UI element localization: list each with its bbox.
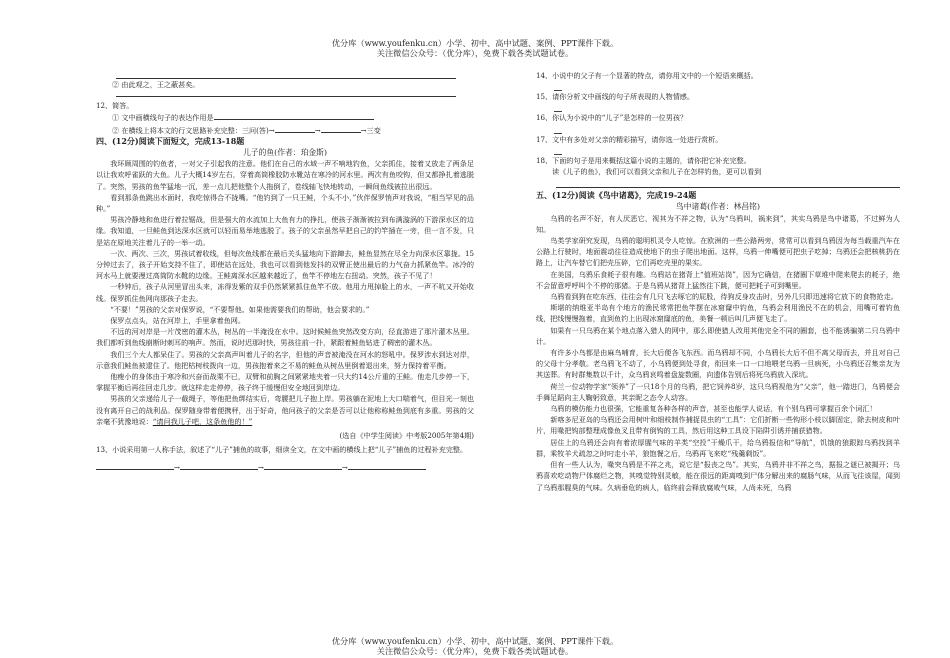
q14-answer-line[interactable] (554, 81, 562, 91)
q13-blank-2[interactable] (180, 461, 258, 470)
paragraph: 一次、两次、三次，男孩试着收线，但每次鱼线都在最后关头猛地向下游蹿去，鲑鱼显然在尽全力向深水区靠拢。15分钟过去了，孩子开始支持不住了，即使站在远处，我也可以看到他发抖的双臂正使出最后的力气奋力抓紧鱼竿。冰冷的河水马上就要漫过高筒防水靴的边缘。王鲑离深水区越来越近了，鱼竿不停地左右扭动。突然，孩子不见了！ (96, 248, 474, 281)
paragraph: 有许多小鸟都是由麻鸟哺育，长大后便各飞东西。而乌鸦却不同，小乌鸦长大后不但不离父母而去，并且对自己的父母十分孝敬。老乌鸦飞不动了，小乌鸦便到处寻食，衔回来一口一口地喂老乌鸦一旦病死，小乌鸦还召集亲友为其送葬。有时群集数以千计，众乌鸦哀鸣着盘旋数圈，向遗体告别后将死乌鸦放入深坑。 (536, 348, 900, 380)
article-title: 鸟中诸葛(作者：林昌铭) (675, 202, 761, 212)
paragraph: 我们三个大人都呆住了。男孩的父亲高声叫着儿子的名字，但他的声音被淹没在河水的怒吼中。保罗涉水到达对岸，示意我们鲑鱼被逮住了。他把枯树枝拨向一边，男孩抱着来之不易的鲑鱼从树丛里倒着退出来，努力保持着平衡。 (96, 349, 474, 370)
left-column: ② 由此观之，王之蔽甚矣。 12、简答。 ① 文中画横线句子的表达作用是 ② 在横线上将本文的行文思路补充完整：三问(答)→ → →三变 四、(12分)阅读下面短文，完成13-18题 儿子的鱼(作者：珀金斯) 我环顾周围的钓鱼者，一对父子引起我的注意。他们在自己的水域一声不响地钓鱼，父亲抓住，接着又放走了两条足以让我欢呼雀跃的大鱼。儿子大概14岁左右，穿着高筒橡胶防水靴站在寒冷的河水里。两次有鱼咬钩，但又都挣扎着逃脱了。突然，男孩的鱼竿猛地一沉，差一点儿把他整个人拖倒了，卷线轴飞快地转动，一瞬间鱼线被拉出很远。 看到那条鱼跳出水面时，我吃惊得合不拢嘴。“他钓到了一只王鲑，个头不小，”伙伴保罗悄声对我说，“相当罕见的品种。” 男孩冷静地和鱼进行着拉锯战，但是强大的水流加上大鱼有力的挣扎，使孩子渐渐被拉到布满漩涡的下游深水区的边缘。我知道，一旦鲑鱼到达深水区就可以轻而易举地逃脱了。孩子的父亲虽然早把自己的钓竿插在一旁，但一言不发，只是站在原地关注着儿子的一举一动。 一次、两次、三次，男孩试着收线，但每次鱼线都在最后关头猛地向下游蹿去，鲑鱼显然在尽全力向深水区靠拢。15分钟过去了，孩子开始支持不住了，即使站在远处，我也可以看到他发抖的双臂正使出最后的力气奋力抓紧鱼竿。冰冷的河水马上就要漫过高筒防水靴的边缘。王鲑离深水区越来越近了，鱼竿不停地左右扭动。突然，孩子不见了！ 一秒钟后，孩子从河里冒出头来，冻得发紫的双手仍然紧紧抓住鱼竿不放。他用力甩掉脸上的水，一声不吭又开始收线。保罗抓住鱼网向那孩子走去。 “不要！”男孩的父亲对保罗说，“不要帮他。如果他需要我们的帮助，他会要求的。” 保罗点点头，站在河岸上，手里拿着鱼网。 不远的河对岸是一片茂密的灌木丛，树丛的一半淹没在水中。这时候鲑鱼突然改变方向，径直游进了那片灌木丛里。我们都听到鱼线崩断时刺耳的响声。然而，说时迟那时快，男孩往前一扑，紧跟着鲑鱼钻进了稠密的灌木丛。 我们三个大人都呆住了。男孩的父亲高声叫着儿子的名字，但他的声音被淹没在河水的怒吼中。保罗涉水到达对岸，示意我们鲑鱼被逮住了。他把枯树枝拨向一边，男孩抱着来之不易的鲑鱼从树丛里倒着退出来，努力保持着平衡。 他瘦小的身体由于寒冷和兴奋而战栗不已，双臂和前胸之间紧紧地夹着一只大约14公斤重的王鲑。他走几步停一下，掌握平衡后再往回走几步。就这样走走停停，孩子终于缓慢但安全地回到岸边。 男孩的父亲递给儿子一截绳子，等他把鱼绑结实后，弯腰把儿子抱上岸。男孩躺在泥地上大口喘着气，但目光一刻也没有离开自己的战利品。保罗随身带着便携秤，出于好奇，他问孩子的父亲是否可以让他称称鲑鱼到底有多重。男孩的父亲毫不犹豫地说：“请问我儿子吧，这条鱼他的！” (选自《中学生阅读》中考版2005年第4期) 13、小说采用第一人称手法，叙述了“儿子”捕鱼的故事，细读全文，在文中画的横线上把“儿子”捕鱼的过程补充完整。 → → → (96, 70, 474, 473)
paragraph: 乌鸦看到狗在吃东西，往往会有几只飞去啄它的屁股，待狗反身攻击时，另外几只即迅速将它放下的食物抢走。 (550, 292, 898, 302)
paragraph: 不远的河对岸是一片茂密的灌木丛，树丛的一半淹没在水中。这时候鲑鱼突然改变方向，径直游进了那片灌木丛里。我们都听到鱼线崩断时刺耳的响声。然而，说时迟那时快，男孩往前一扑，紧跟着鲑鱼钻进了稠密的灌木丛。 (96, 327, 474, 348)
q12-part1: ① 文中画横线句子的表达作用是 (112, 113, 214, 123)
paragraph: 我环顾周围的钓鱼者，一对父子引起我的注意。他们在自己的水域一声不响地钓鱼，父亲抓住，接着又放走了两条足以让我欢呼雀跃的大鱼。儿子大概14岁左右，穿着高筒橡胶防水靴站在寒冷的河水里。两次有鱼咬钩，但又都挣扎着逃脱了。突然，男孩的鱼竿猛地一沉，差一点儿把他整个人拖倒了，卷线轴飞快地转动，一瞬间鱼线被拉出很远。 (96, 159, 474, 191)
footer-line-1: 优分库（www.youfenku.cn）小学、初中、高中试题、案例、PPT课件下载。 (331, 636, 619, 646)
q15-answer-line[interactable] (554, 102, 562, 112)
q16-text: 16、你认为小说中的“儿子”是怎样的一位男孩？ (536, 113, 688, 123)
q13-blank-4[interactable] (348, 461, 426, 470)
q18-text: 18、下面的句子是用来概括这篇小说的主题的，请你把它补充完整。 (536, 155, 751, 165)
item-circle-2: ② 由此观之，王之蔽甚矣。 (112, 80, 200, 89)
paragraph: 看到那条鱼跳出水面时，我吃惊得合不拢嘴。“他钓到了一只王鲑，个头不小，”伙伴保罗悄声对我说，“相当罕见的品种。” (96, 192, 474, 214)
q12-part1-blank[interactable] (214, 111, 374, 120)
source-citation: (选自《中学生阅读》中考版2005年第4期) (339, 431, 474, 441)
paragraph: 乌鸦的名声不好，有人厌恶它，视其为不祥之物，认为“乌鸦叫，祸来到”，其实乌鸦是鸟中诸葛，不过鲜为人知。 (536, 213, 900, 234)
q18-line: 读《儿子的鱼》，我们可以看到父亲和儿子在怎样钓鱼，更可以看到 (552, 167, 762, 177)
paragraph: 保罗点点头，站在河岸上，手里拿着鱼网。 (110, 316, 245, 326)
paragraph: 男孩的父亲递给儿子一截绳子，等他把鱼绑结实后，弯腰把儿子抱上岸。男孩躺在泥地上大口喘着气，但目光一刻也没有离开自己的战利品。保罗随身带着便携秤，出于好奇，他问孩子的父亲是否可以让他称称鲑鱼到底有多重。男孩的父亲毫不犹豫地说： (96, 394, 474, 426)
paragraph: 在美国，乌鸦乐食耗子很有趣。乌鸦站在猪背上“值班站岗”，因为它确信，在猪圈下草堆中爬来爬去的耗子，绝不会留意呼呼叫个不停的那猪。于是乌鸦从猪背上猛然往下跳，便可把耗子可到嘴里。 (536, 269, 900, 290)
paragraph: 男孩冷静地和鱼进行着拉锯战，但是强大的水流加上大鱼有力的挣扎，使孩子渐渐被拉到布满漩涡的下游深水区的边缘。我知道，一旦鲑鱼到达深水区就可以轻而易举地逃脱了。孩子的父亲虽然早把自己的钓竿插在一旁，但一言不发，只是站在原地关注着儿子的一举一动。 (96, 215, 474, 247)
q12-part2-end: →三变 (360, 125, 381, 135)
article-title: 儿子的鱼(作者：珀金斯) (242, 148, 328, 158)
q16-answer-line[interactable] (554, 124, 562, 134)
q18-answer-line[interactable] (556, 177, 900, 188)
page-footer (0, 636, 950, 656)
q13-blank-3[interactable] (264, 461, 342, 470)
paragraph: 他瘦小的身体由于寒冷和兴奋而战栗不已，双臂和前胸之间紧紧地夹着一只大约14公斤重的王鲑。他走几步停一下，掌握平衡后再往回走几步。就这样走走停停，孩子终于缓慢但安全地回到岸边。 (96, 372, 474, 393)
paragraph: 鸟类学家研究发现，乌鸦的聪明机灵令人吃惊。在欧洲的一些公路两旁，常常可以看到乌鸦因为每当载重汽车在公路上行驶时，地面震动往往造成使地下的虫子爬出地面。这样，乌鸦一伸嘴便可把虫子吃掉；乌鸦还会把核桃扔在路上，让汽车替它们把壳压碎，它们再吃壳里的果实。 (536, 236, 900, 268)
header-line-1: 优分库（www.youfenku.cn）小学、初中、高中试题、案例、PPT课件下载。 (331, 38, 619, 48)
paragraph: “不要！”男孩的父亲对保罗说，“不要帮他。如果他需要我们的帮助，他会要求的。” (110, 304, 370, 314)
answer-line (116, 70, 456, 79)
q14-text: 14、小说中的父子有一个显著的特点，请你用文中的一个短语来概括。 (536, 71, 758, 80)
section-4-heading: 四、(12分)阅读下面短文，完成13-18题 (96, 135, 245, 146)
q13-text: 13、小说采用第一人称手法，叙述了“儿子”捕鱼的故事，细读全文，在文中画的横线上把“儿子”捕鱼的过程补充完整。 (96, 445, 468, 455)
paragraph: 新喀多尼亚岛的乌鸦还会用树叶和细枝制作捕捉昆虫的“工具”：它们折断一些钩形小枝以脚固定，除去树皮和叶片，用喙把钩部整理成像鱼叉且带有倒钩的工具，然后用这种工具设下陷阱引诱并捕获猎物。 (536, 415, 900, 436)
paragraph: 斯堪的纳维亚半岛有个地方的渔民常常把鱼竿摆在冰窟窿中钓鱼，乌鸦会利用渔民不在的机会，用嘴可着钓鱼线，把线慢慢拖着，直到鱼钓上出现冰窟窿底的鱼，美餐一顿后叫几声便飞走了。 (536, 303, 900, 324)
paragraph: 荷兰一位动物学家“领养”了一只18个月的乌鸦，把它饲养8岁，这只乌鸦视他为“父亲”，他一踏进门，乌鸦便会手舞足蹈向主人鞠躬致意，其亲昵之态令人动容。 (536, 381, 900, 402)
q13-blank-1[interactable] (96, 461, 174, 470)
answer-line (116, 90, 456, 97)
right-column (536, 70, 900, 493)
footer-line-2: 关注微信公众号：（优分库），免费下载各类试题试卷。 (376, 646, 574, 656)
paragraph: 乌鸦的模仿能力也很强，它能重复各种各样的声音，甚至也能学人说话，有个别乌鸦可掌握百余个词汇！ (550, 404, 877, 414)
page-header (0, 38, 950, 58)
header-line-2: 关注微信公众号：（优分库），免费下载各类试题试卷。 (376, 48, 574, 58)
q12-heading: 12、简答。 (96, 101, 134, 111)
q12-part2: ② 在横线上将本文的行文思路补充完整：三问(答)→ (112, 125, 275, 135)
q17-text: 17、文中有多处对父亲的精彩描写，请你选一处进行赏析。 (536, 134, 723, 144)
q12-blank-1[interactable] (275, 124, 315, 133)
q17-answer-line[interactable] (554, 145, 562, 155)
paragraph: 但有一些人认为，喙突乌鸦是不祥之兆，说它是“报丧之鸟”。其实，乌鸦并非不祥之鸟，据报之谜已被揭开；乌鸦喜欢吃动物尸体腐烂之物，其嗅觉特别灵敏，能在很远的距离嗅到尸体分解出来的腐肠气味，从而飞往该屋，闻到了乌鸦那腥臭的气味。久病垂危的病人，临终前会释放腐败气味，人尚未死，乌鸦 (536, 460, 900, 492)
paragraph: 居住上的乌鸦还会向有着浓厚腥气味的羊类“空投”干燥爪干，给乌鸦报信和“导航”，饥饿的狼跟踪乌鸦找到羊群，乘牧羊犬疏忽之时叼走小羊，狼饱餐之后，乌鸦再飞来吃“残羹剩饭”。 (536, 437, 900, 458)
paragraph: 一秒钟后，孩子从河里冒出头来，冻得发紫的双手仍然紧紧抓住鱼竿不放。他用力甩掉脸上的水，一声不吭又开始收线。保罗抓住鱼网向那孩子走去。 (96, 282, 474, 303)
paragraph: 如果有一只乌鸦在某个地点落入猎人的网中，那么即使猎人改用其他完全不同的圈套，也不能诱骗第二只乌鸦中计。 (536, 325, 900, 346)
underlined-quote: “请问我儿子吧，这条鱼他的！” (152, 416, 253, 426)
section-5-heading: 五、(12分)阅读《鸟中诸葛》，完成19-24题 (536, 190, 697, 201)
q12-blank-2[interactable] (321, 124, 361, 133)
q15-text: 15、请你分析文中画线的句子所表现的人物情感。 (536, 92, 694, 102)
